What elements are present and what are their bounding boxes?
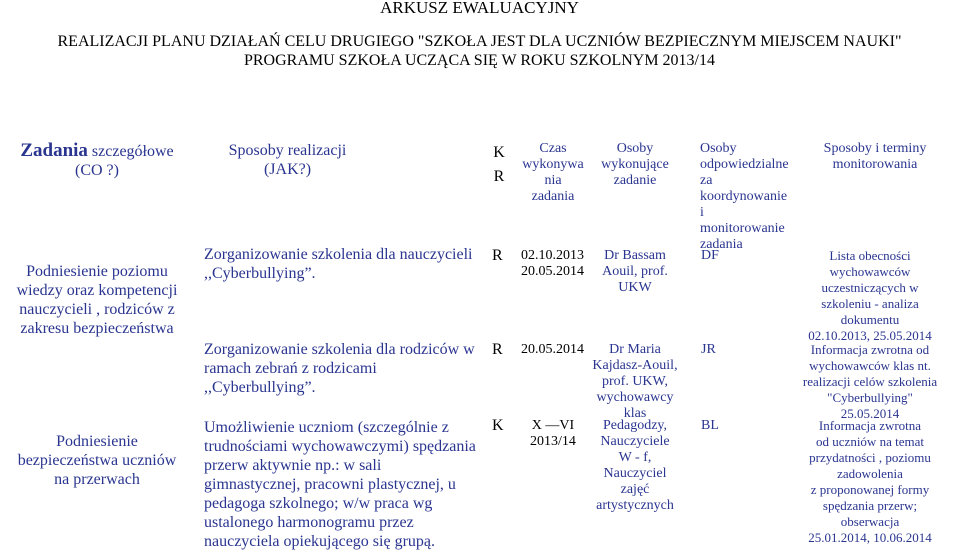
document-subtitle-line-2: PROGRAMU SZKOŁA UCZĄCA SIĘ W ROKU SZKOLNYM 2013/14 — [243, 52, 715, 69]
row3-method-line-3: przerw aktywnie np.: w sali — [204, 457, 382, 474]
header-r: R — [493, 168, 505, 185]
row2-who-line-5: klas — [623, 406, 647, 421]
row2-monitor-line-3: realizacji celów szkolenia — [802, 374, 938, 389]
row2-monitor-line-4: "Cyberbullying" — [827, 390, 913, 405]
task2-line-1: Podniesienie — [56, 433, 138, 450]
row1-who-line-2: Aouil, prof. — [602, 264, 668, 279]
row1-who-line-1: Dr Bassam — [604, 248, 666, 263]
row2-monitor-line-2: wychowawców klas nt. — [809, 358, 931, 373]
row2-method — [204, 340, 475, 397]
row2-kr: R — [492, 341, 503, 358]
header-zadania-bold: Zadania — [20, 140, 88, 161]
row3-time-line-1: X —VI — [531, 418, 575, 433]
row1-monitor-line-2: wychowawców — [829, 264, 911, 279]
header-osoby-odpowiedzialne — [700, 141, 800, 253]
task1-line-4: zakresu bezpieczeństwa — [20, 320, 174, 337]
header-sposoby-realizacji — [199, 141, 376, 179]
row3-monitor-line-8: 25.01.2014, 10.06.2014 — [808, 530, 932, 545]
row2-who-line-3: prof. UKW, — [602, 374, 668, 389]
row1-method — [204, 245, 472, 283]
row1-monitor — [790, 248, 950, 344]
row2-who-line-4: wychowawcy — [596, 390, 674, 405]
header-col4-line-2: wykonywa — [522, 157, 584, 172]
row1-time — [521, 248, 584, 280]
document-title: ARKUSZ EWALUACYJNY — [380, 0, 579, 17]
row3-time-line-2: 2013/14 — [530, 434, 576, 449]
header-zadania-szczegolowe — [2, 141, 192, 180]
row2-method-line-2: ramach zebrań z rodzicami — [204, 360, 377, 377]
header-col6-line-4: koordynowanie — [700, 189, 788, 204]
row3-kr: K — [492, 417, 504, 434]
row3-monitor — [790, 418, 950, 546]
task1-line-3: nauczycieli , rodziców z — [19, 301, 175, 318]
header-kr — [489, 141, 509, 189]
header-col7-line-1: Sposoby i terminy — [823, 141, 927, 156]
row3-resp: BL — [701, 418, 719, 433]
row2-time-line-1: 20.05.2014 — [521, 342, 584, 357]
row3-monitor-line-6: spędzania przerw; — [822, 498, 918, 513]
header-col5-line-3: zadanie — [613, 173, 657, 188]
header-col7-line-2: monitorowania — [832, 157, 918, 172]
row3-who-line-2: Nauczyciele — [600, 434, 670, 449]
row3-method-line-7: nauczyciela opiekującego się grupą. — [204, 533, 435, 550]
header-czas — [513, 141, 593, 205]
row3-method — [204, 418, 476, 551]
row3-method-line-4: gimnastycznej, pracowni plastycznej, u — [204, 476, 456, 493]
row3-monitor-line-5: z proponowanej formy — [810, 482, 930, 497]
header-col5-line-2: wykonujące — [601, 157, 669, 172]
row3-method-line-5: pedagoga szkolnego; w/w praca wg — [204, 495, 433, 512]
row3-monitor-line-3: przydatności , poziomu — [809, 450, 931, 465]
row3-method-line-2: trudnościami wychowawczymi) spędzania — [204, 438, 476, 455]
row3-who-line-5: zajęć — [620, 482, 650, 497]
row3-monitor-line-7: obserwacja — [840, 514, 900, 529]
row1-monitor-line-6: 02.10.2013, 25.05.2014 — [808, 328, 932, 343]
row1-who — [585, 248, 685, 296]
row2-method-line-3: ,,Cyberbullying”. — [204, 379, 316, 396]
row1-method-line-2: ,,Cyberbullying”. — [204, 265, 316, 282]
row3-monitor-line-4: zadowolenia — [837, 466, 903, 481]
header-col6-line-7: zadania — [700, 237, 743, 252]
header-col5-line-1: Osoby — [616, 141, 654, 156]
row2-monitor — [790, 342, 950, 422]
header-sposoby-terminy — [800, 141, 950, 173]
row1-resp: DF — [701, 248, 719, 263]
row1-method-line-1: Zorganizowanie szkolenia dla nauczycieli — [204, 246, 473, 263]
task-podniesienie-poziomu — [2, 262, 192, 338]
header-col6-line-1: Osoby — [700, 141, 737, 156]
header-col6-line-6: monitorowanie — [700, 221, 785, 236]
header-osoby-wykonujace — [585, 141, 685, 189]
row3-time — [513, 418, 593, 450]
row3-who-line-4: Nauczyciel — [603, 466, 667, 481]
row2-monitor-line-5: 25.05.2014 — [840, 406, 900, 421]
row2-who-line-1: Dr Maria — [609, 342, 661, 357]
row1-kr: R — [492, 247, 503, 264]
row1-monitor-line-1: Lista obecności — [829, 248, 911, 263]
task1-line-2: wiedzy oraz kompetencji — [16, 282, 178, 299]
row3-monitor-line-1: Informacja zwrotna — [818, 418, 922, 433]
header-col2-line-1: Sposoby realizacji — [228, 142, 347, 159]
row1-monitor-line-5: dokumentu — [840, 312, 900, 327]
row3-who-line-3: W - f, — [618, 450, 652, 465]
task2-line-3: na przerwach — [54, 471, 140, 488]
row2-who — [585, 342, 685, 422]
task1-line-1: Podniesienie poziomu — [26, 263, 168, 280]
row3-who — [585, 418, 685, 514]
header-k: K — [493, 144, 505, 161]
row3-who-line-1: Pedagodzy, — [602, 418, 668, 433]
document-subtitle-line-1: REALIZACJI PLANU DZIAŁAŃ CELU DRUGIEGO "SZKOŁA JEST DLA UCZNIÓW BEZPIECZNYM MIEJSCEM NAUKI" — [57, 33, 902, 50]
header-col6-line-2: odpowiedzialne — [700, 157, 789, 172]
row1-time-line-2: 20.05.2014 — [521, 264, 584, 279]
row1-who-line-3: UKW — [618, 280, 652, 295]
row2-who-line-2: Kajdasz-Aouil, — [592, 358, 678, 373]
header-col2-line-2: (JAK?) — [263, 161, 312, 178]
row2-time — [521, 342, 584, 358]
row1-time-line-1: 02.10.2013 — [521, 248, 584, 263]
header-col4-line-4: zadania — [531, 189, 575, 204]
row3-method-line-6: ustalonego harmonogramu przez — [204, 514, 414, 531]
task2-line-2: bezpieczeństwa uczniów — [17, 452, 177, 469]
row3-method-line-1: Umożliwienie uczniom (szczególnie z — [204, 419, 449, 436]
task-podniesienie-bezpieczenstwa — [2, 432, 192, 489]
row2-monitor-line-1: Informacja zwrotna od — [810, 342, 930, 357]
row3-monitor-line-2: od uczniów na temat — [816, 434, 924, 449]
header-col6-line-3: za — [700, 173, 713, 188]
header-col6-line-5: i — [700, 205, 704, 220]
header-co: (CO ?) — [75, 162, 119, 179]
header-zadania-rest: szczegółowe — [87, 143, 174, 160]
row1-monitor-line-3: uczestniczących w — [821, 280, 919, 295]
header-col4-line-1: Czas — [539, 141, 567, 156]
row3-who-line-6: artystycznych — [596, 498, 674, 513]
row2-method-line-1: Zorganizowanie szkolenia dla rodziców w — [204, 341, 475, 358]
header-col4-line-3: nia — [544, 173, 562, 188]
row2-resp: JR — [701, 342, 716, 357]
row1-monitor-line-4: szkoleniu - analiza — [821, 296, 919, 311]
